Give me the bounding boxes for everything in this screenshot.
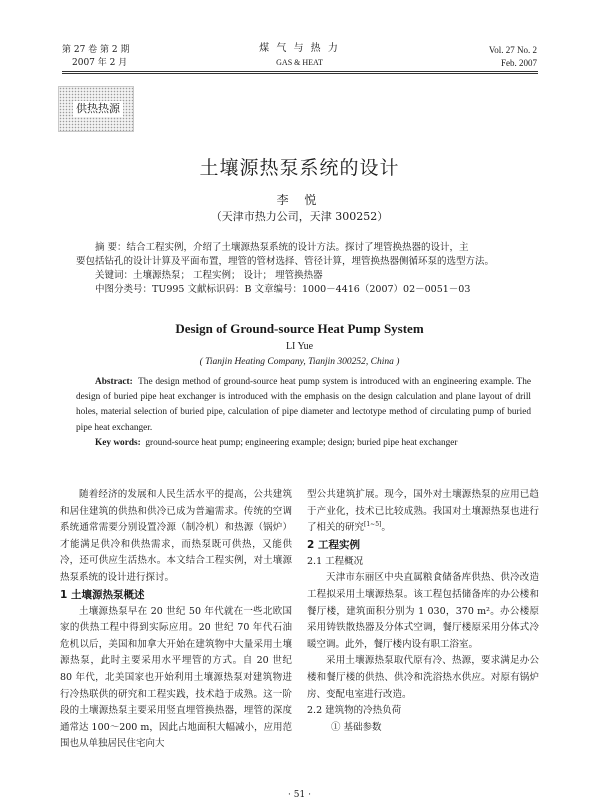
- section-1-continuation: 型公共建筑扩展。现今，国外对土壤源热泵的应用已趋于产业化，技术已比较成熟。我国对土壤源热泵也进行了相关的研究: [307, 489, 539, 534]
- affiliation-en: ( Tianjin Heating Company, Tianjin 300252, China ): [199, 357, 400, 367]
- abstract-en-text: The design method of ground-source heat pump system is introduced with an engineering example. The design of buried pipe heat exchanger is introduced with the emphasis on the design calculation and plane layout of drill holes, material selection of buried pipe, calculation of pipe diameter and lectotype method of circulating pump of buried pipe heat exchanger.: [76, 377, 531, 433]
- body-right-column: [307, 487, 539, 736]
- journal-volume-en: Vol. 27 No. 2: [488, 45, 537, 55]
- classification-line: 中图分类号：TU995 文献标识码：B 文章编号：1000－4416（2007）02－0051－03: [95, 284, 471, 295]
- author-en: LI Yue: [285, 341, 314, 352]
- journal-date: 2007 年 2 月: [72, 58, 128, 68]
- abstract-cn-line1: 结合工程实例，介绍了土壤源热泵系统的设计方法。探讨了埋管换热器的设计，主: [126, 242, 469, 253]
- journal-name-en: GAS & HEAT: [276, 58, 323, 67]
- subsection-2-1-paragraph: 天津市东丽区中央直属粮食储备库供热、供冷改造工程拟采用土壤源热泵。该工程包括储备库的办公楼和餐厅楼，建筑面积分别为 1 030，370 m²。办公楼原采用铸铁散热器及分体式空调，餐厅楼原采用分体式冷暖空调。此外，餐厅楼内设有职工浴室。: [307, 572, 539, 650]
- keywords-en: ground-source heat pump; engineering example; design; buried pipe heat exchanger: [145, 437, 458, 448]
- subsection-2-1-paragraph-2: 采用土壤源热泵取代原有冷、热源，要求满足办公楼和餐厅楼的供热、供冷和洗浴热水供应。对原有锅炉房、变配电室进行改造。: [307, 655, 539, 700]
- abstract-cn: [76, 241, 531, 297]
- citation-ref: [1~5]: [364, 521, 382, 529]
- affiliation-cn: （天津市热力公司，天津 300252）: [210, 210, 389, 223]
- keywords-cn-label: 关键词：: [95, 270, 134, 281]
- subsection-2-1-heading: 2.1 工程概况: [307, 555, 364, 567]
- section-tag: [58, 86, 134, 132]
- keywords-cn: 土壤源热泵； 工程实例； 设计； 埋管换热器: [133, 270, 323, 281]
- page-number: · 51 ·: [288, 790, 311, 800]
- journal-name-cn: 煤 气 与 热 力: [259, 43, 340, 54]
- journal-volume: 第 27 卷 第 2 期: [62, 45, 130, 55]
- subsection-2-2-heading: 2.2 建筑物的冷热负荷: [307, 705, 402, 717]
- paper-title-en: Design of Ground-source Heat Pump System: [175, 321, 424, 336]
- intro-paragraph: 随着经济的发展和人民生活水平的提高，公共建筑和居住建筑的供热和供冷已成为普遍需求。传统的空调系统通常需要分别设置冷源（制冷机）和热源（锅炉）才能满足供冷和供热需求，而热泵既可供热，又能供冷，还可供应生活热水。本文结合工程实例，对土壤源热泵系统的设计进行探讨。: [60, 489, 292, 583]
- section-tag-label: 供热热源: [73, 101, 123, 117]
- abstract-en-label: Abstract:: [95, 377, 133, 387]
- section-1-paragraph: 土壤源热泵早在 20 世纪 50 年代就在一些北欧国家的供热工程中得到实际应用。20 世纪 70 年代石油危机以后，美国和加拿大开始在建筑物中大量采用土壤源热泵，此时主要采用水平埋管的方式。自 20 世纪 80 年代，北美国家也开始利用土壤源热泵对建筑物进行冷热联供的研究和工程实践，技术趋于成熟。这一阶段的土壤源热泵主要采用竖直埋管换热器，埋管的深度通常达 100～200 m，因此占地面积大幅减小，应用范围也从单独居民住宅向大: [60, 605, 292, 750]
- section-1-heading: 1 土壤源热泵概述: [60, 588, 145, 601]
- keywords-en-label: Key words:: [95, 437, 141, 448]
- subsection-2-2-item: ① 基础参数: [331, 721, 382, 733]
- abstract-cn-line2: 要包括钻孔的设计计算及平面布置，埋管的管材选择、管径计算，埋管换热器侧循环泵的选型方法。: [76, 256, 495, 267]
- journal-date-en: Feb. 2007: [501, 58, 537, 68]
- header-rule-second: [62, 73, 538, 74]
- abstract-en: [76, 375, 531, 451]
- author-cn: 李 悦: [276, 193, 323, 207]
- paper-title-cn: 土壤源热泵系统的设计: [199, 157, 400, 179]
- section-2-heading: 2 工程实例: [307, 538, 360, 551]
- abstract-cn-label: 摘 要：: [95, 242, 127, 253]
- section-1-end: 。: [381, 522, 391, 534]
- body-left-column: [60, 487, 292, 753]
- header-rule: [62, 71, 538, 72]
